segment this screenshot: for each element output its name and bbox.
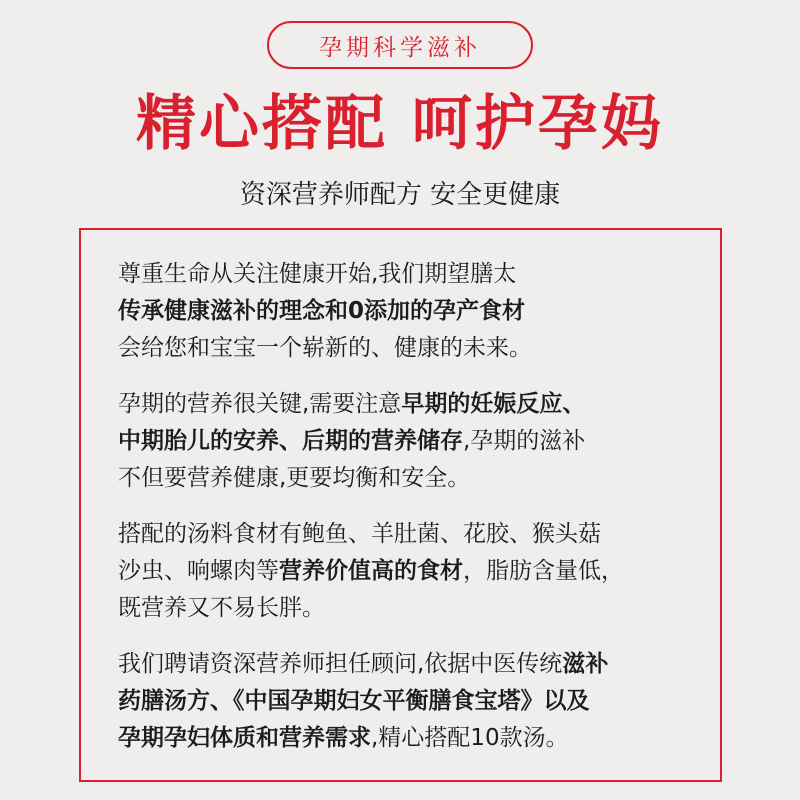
paragraph-2: [118, 386, 718, 497]
subheadline: 资深营养师配方 安全更健康: [239, 180, 561, 210]
emphasis-text: 早期的妊娠反应、: [401, 391, 586, 417]
paragraph-line: [118, 720, 718, 757]
category-badge-label: 孕期科学滋补: [319, 34, 481, 61]
body-text-segment: 我们聘请资深营养师担任顾问,依据中医传统: [118, 651, 563, 677]
paragraph-1: [118, 256, 718, 367]
body-text-segment: 尊重生命从关注健康开始,我们期望膳太: [118, 261, 517, 287]
emphasis-text: 中期胎儿的安养、后期的营养储存: [118, 428, 463, 454]
body-text-segment: 既营养又不易长胖。: [118, 595, 325, 621]
body-text-segment: 沙虫、响螺肉等: [118, 558, 279, 584]
body-text-segment: ，脂肪含量低，: [463, 558, 624, 584]
headline: 精心搭配 呵护孕妈: [136, 89, 664, 159]
body-text-segment: ,孕期的滋补: [463, 428, 586, 454]
paragraph-line: [118, 590, 718, 627]
emphasis-text: 药膳汤方、《中国孕期妇女平衡膳食宝塔》以及: [118, 688, 590, 714]
paragraph-line: [118, 646, 718, 683]
body-text-segment: 不但要营养健康,更要均衡和安全。: [118, 465, 471, 491]
emphasis-text: 营养价值高的食材: [279, 558, 463, 584]
paragraph-line: [118, 386, 718, 423]
paragraph-line: [118, 256, 718, 293]
body-text-segment: 会给您和宝宝一个崭新的、健康的未来。: [118, 335, 532, 361]
paragraph-3: [118, 516, 718, 627]
paragraph-line: [118, 683, 718, 720]
body-text-segment: ,精心搭配10款汤。: [371, 725, 569, 751]
paragraph-line: [118, 516, 718, 553]
body-text: [118, 256, 718, 776]
paragraph-line: [118, 423, 718, 460]
paragraph-4: [118, 646, 718, 757]
paragraph-line: [118, 460, 718, 497]
body-text-segment: 孕期的营养很关键,需要注意: [118, 391, 402, 417]
paragraph-line: [118, 330, 718, 367]
paragraph-line: [118, 293, 718, 330]
body-text-segment: 搭配的汤料食材有鲍鱼、羊肚菌、花胶、猴头菇: [118, 521, 601, 547]
emphasis-text: 孕期孕妇体质和营养需求: [118, 725, 371, 751]
paragraph-line: [118, 553, 718, 590]
emphasis-text: 滋补: [562, 651, 609, 677]
category-badge: [267, 21, 533, 69]
emphasis-text: 传承健康滋补的理念和0添加的孕产食材: [118, 298, 526, 324]
